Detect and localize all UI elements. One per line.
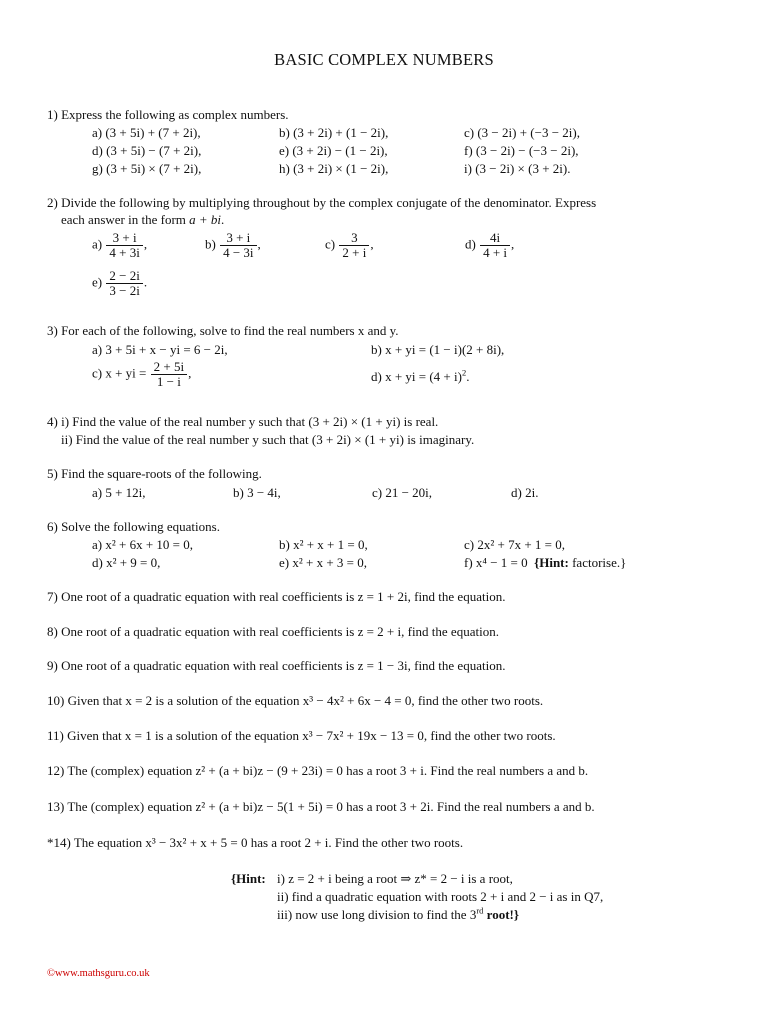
q2-prompt-line1: 2) Divide the following by multiplying throughout by the complex conjugate of the denominator. Express <box>47 195 597 210</box>
q5-b: b) 3 − 4i, <box>233 485 281 500</box>
q3-a: a) 3 + 5i + x − yi = 6 − 2i, <box>92 342 228 357</box>
q2-a-numerator: 3 + i <box>106 231 142 246</box>
q3-prompt: 3) For each of the following, solve to find the real numbers x and y. <box>47 323 399 338</box>
q8: 8) One root of a quadratic equation with real coefficients is z = 2 + i, find the equation. <box>47 624 499 639</box>
q2-b-denominator: 4 − 3i <box>223 245 254 260</box>
q6-f: f) x⁴ − 1 = 0 {Hint: factorise.} <box>464 555 627 570</box>
q2-c-numerator: 3 <box>339 231 369 246</box>
q2-d: d) $\frac{4i}{4 + i}$ , <box>465 230 515 260</box>
page-title: BASIC COMPLEX NUMBERS <box>274 50 494 69</box>
hint-label: {Hint: <box>231 871 266 886</box>
q6-a: a) x² + 6x + 10 = 0, <box>92 537 193 552</box>
hint-line1: i) z = 2 + i being a root ⇒ z* = 2 − i is a root, <box>277 871 513 886</box>
q1-prompt: 1) Express the following as complex numbers. <box>47 107 289 122</box>
q12: 12) The (complex) equation z² + (a + bi)z − (9 + 23i) = 0 has a root 3 + i. Find the real numbers a and b. <box>47 763 589 778</box>
q2-d-numerator: 4i <box>480 231 510 246</box>
q1-g: g) (3 + 5i) × (7 + 2i), <box>92 161 202 176</box>
q11: 11) Given that x = 1 is a solution of the equation x³ − 7x² + 19x − 13 = 0, find the other two roots. <box>47 728 556 743</box>
q2-a-denominator: 4 + 3i <box>109 245 140 260</box>
q1-d: d) (3 + 5i) − (7 + 2i), <box>92 143 202 158</box>
q4-ii: ii) Find the value of the real number y such that (3 + 2i) × (1 + yi) is imaginary. <box>61 432 475 447</box>
q1-a: a) (3 + 5i) + (7 + 2i), <box>92 125 201 140</box>
q5-prompt: 5) Find the square-roots of the following. <box>47 466 262 481</box>
q10: 10) Given that x = 2 is a solution of the equation x³ − 4x² + 6x − 4 = 0, find the other two roots. <box>47 693 544 708</box>
q3-c-denominator: 1 − i <box>156 374 181 389</box>
q4-i: 4) i) Find the value of the real number y such that (3 + 2i) × (1 + yi) is real. <box>47 414 439 429</box>
q2-c-denominator: 2 + i <box>342 245 367 260</box>
q1-b: b) (3 + 2i) + (1 − 2i), <box>279 125 389 140</box>
q9: 9) One root of a quadratic equation with real coefficients is z = 1 − 3i, find the equation. <box>47 658 506 673</box>
q5-d: d) 2i. <box>511 485 539 500</box>
q6-b: b) x² + x + 1 = 0, <box>279 537 368 552</box>
q5-a: a) 5 + 12i, <box>92 485 146 500</box>
q6-d: d) x² + 9 = 0, <box>92 555 161 570</box>
q1-c: c) (3 − 2i) + (−3 − 2i), <box>464 125 580 140</box>
q1-f: f) (3 − 2i) − (−3 − 2i), <box>464 143 579 158</box>
q2-prompt-line2: each answer in the form a + bi. <box>61 212 225 227</box>
q2-a: a) $\frac{3 + i}{4 + 3i}$ , <box>92 230 148 260</box>
q6-hint-label: {Hint: <box>534 555 569 570</box>
q3-c-numerator: 2 + 5i <box>151 360 187 375</box>
q1-h: h) (3 + 2i) × (1 − 2i), <box>279 161 389 176</box>
q2-e: e) $\frac{2 - 2i}{3 - 2i}$ . <box>92 268 148 298</box>
q1-i: i) (3 − 2i) × (3 + 2i). <box>464 161 571 176</box>
q7: 7) One root of a quadratic equation with real coefficients is z = 1 + 2i, find the equation. <box>47 589 506 604</box>
q3-d: d) x + yi = $(4 + i)^2$. <box>371 367 470 384</box>
q1-e: e) (3 + 2i) − (1 − 2i), <box>279 143 388 158</box>
hint-line3: iii) now use long division to find the 3rd root!} <box>277 905 519 922</box>
q3-b: b) x + yi = (1 − i)(2 + 8i), <box>371 342 505 357</box>
footer-link[interactable]: ©www.mathsguru.co.uk <box>47 968 150 979</box>
q6-prompt: 6) Solve the following equations. <box>47 519 220 534</box>
q13: 13) The (complex) equation z² + (a + bi)z − 5(1 + 5i) = 0 has a root 3 + 2i. Find the real numbers a and b. <box>47 799 595 814</box>
q2-b-numerator: 3 + i <box>220 231 256 246</box>
q5-c: c) 21 − 20i, <box>372 485 433 500</box>
q2-e-numerator: 2 − 2i <box>106 269 142 284</box>
q6-e: e) x² + x + 3 = 0, <box>279 555 367 570</box>
q6-c: c) 2x² + 7x + 1 = 0, <box>464 537 565 552</box>
q2-e-denominator: 3 − 2i <box>109 283 140 298</box>
q14: *14) The equation x³ − 3x² + x + 5 = 0 has a root 2 + i. Find the other two roots. <box>47 835 464 850</box>
q2-b: b) $\frac{3 + i}{4 - 3i}$ , <box>205 230 261 260</box>
q3-c: c) x + yi = $\frac{2 + 5i}{1 - i}$ , <box>92 359 192 389</box>
hint-line2: ii) find a quadratic equation with roots 2 + i and 2 − i as in Q7, <box>277 889 604 904</box>
q2-d-denominator: 4 + i <box>483 245 508 260</box>
q2-c: c) $\frac{3}{2 + i}$ , <box>325 230 374 260</box>
